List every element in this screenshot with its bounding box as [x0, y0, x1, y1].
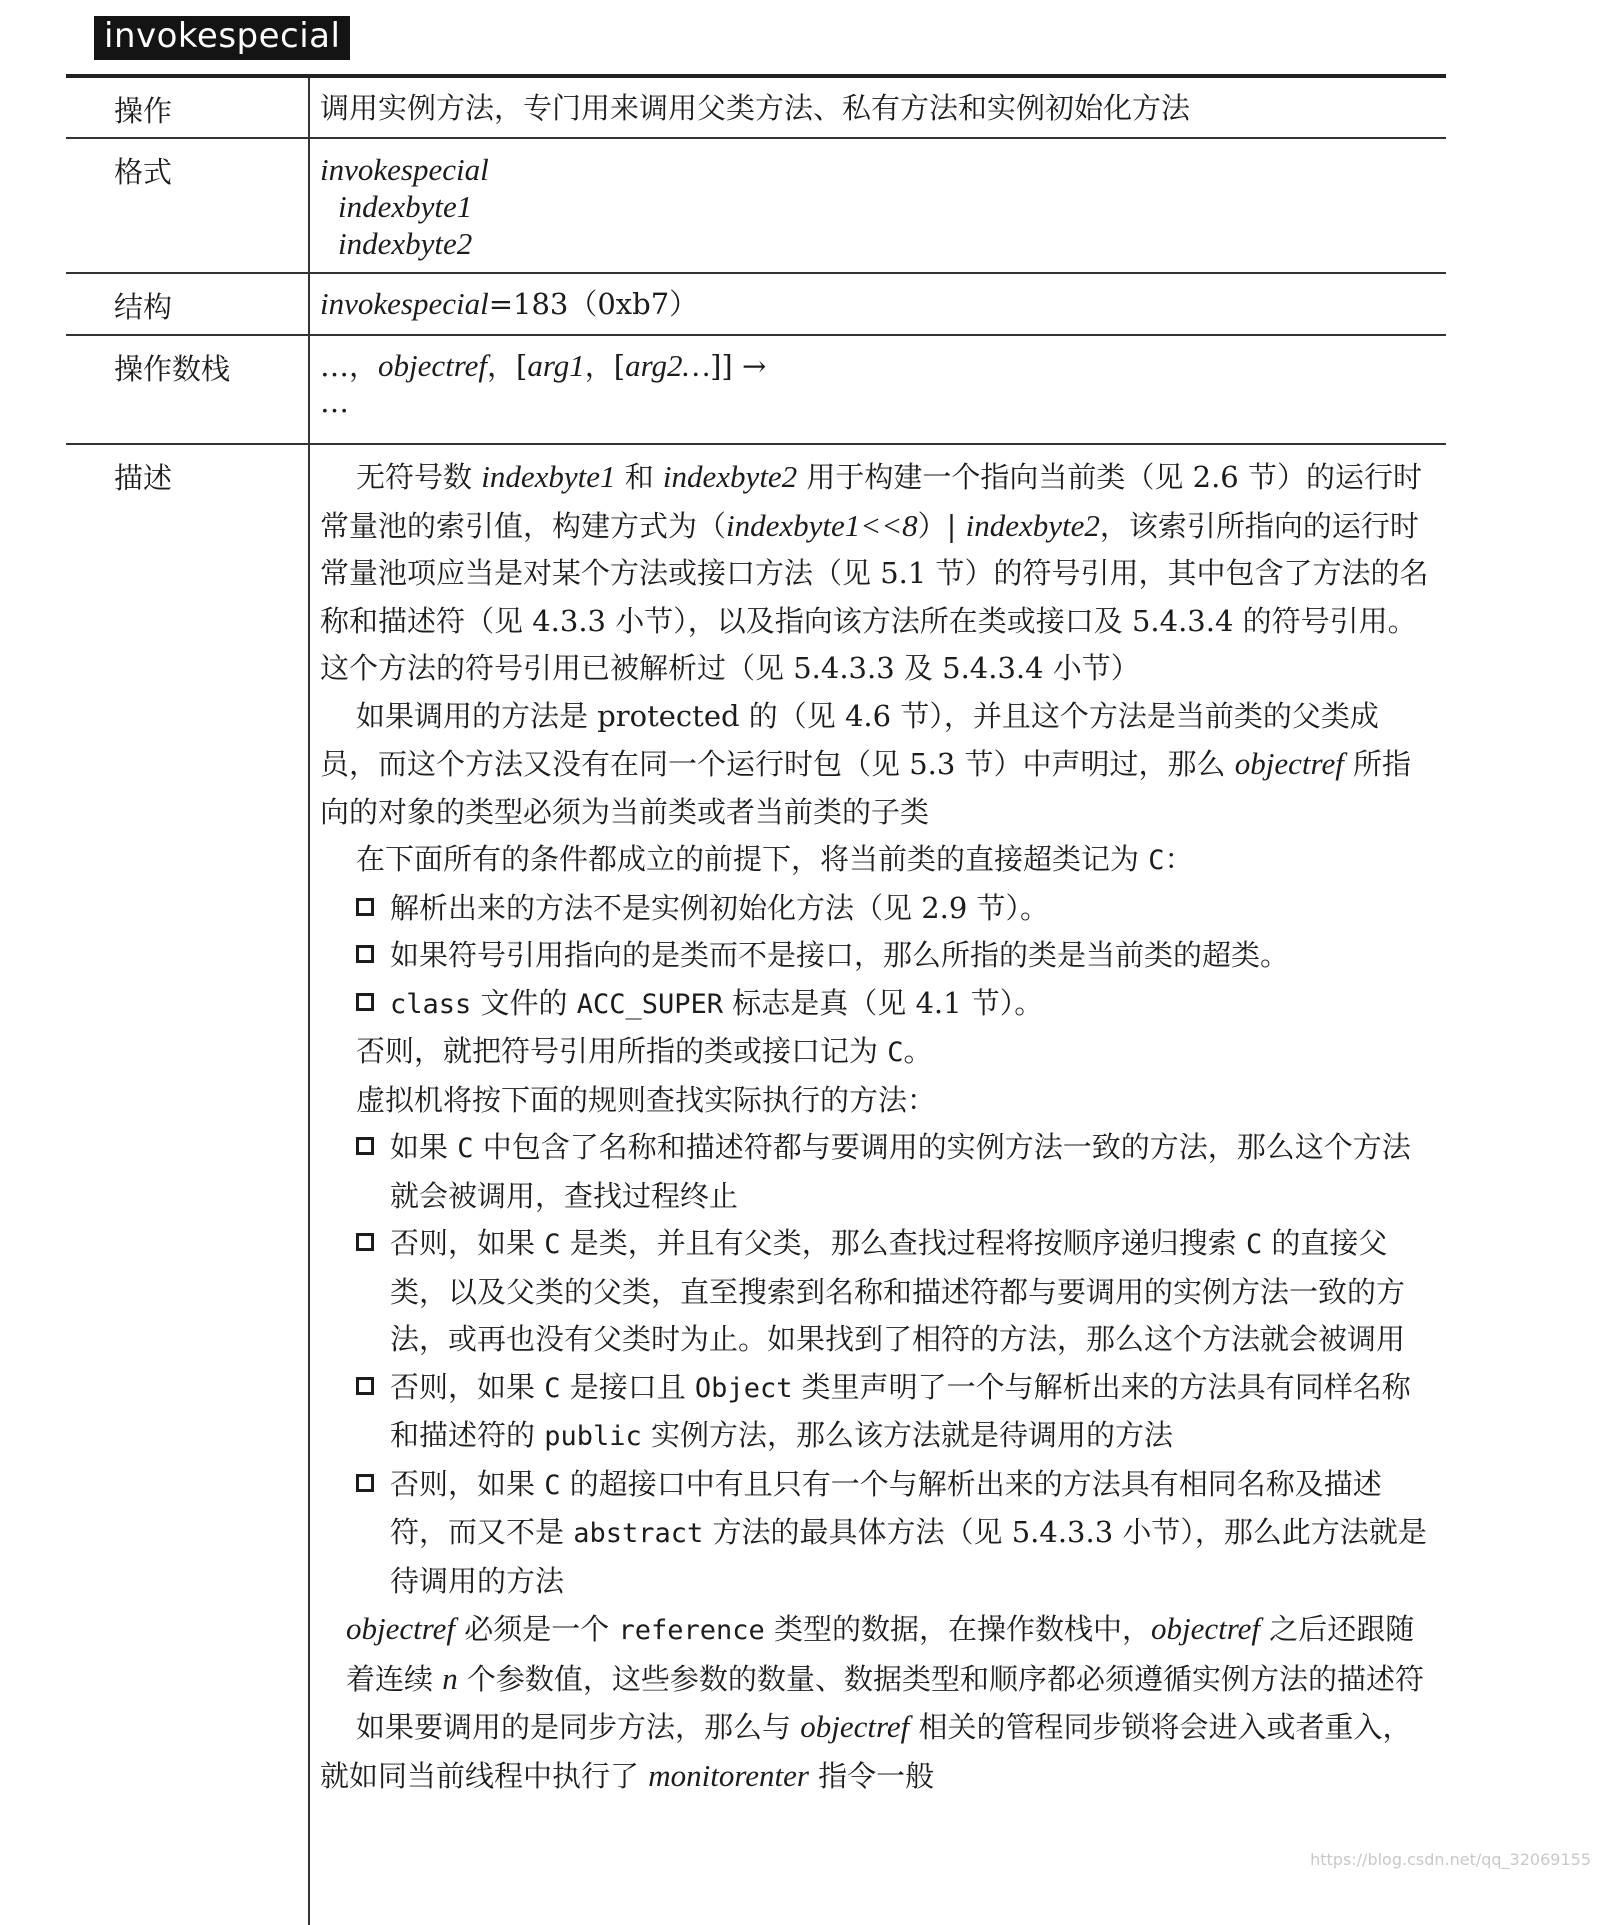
term: indexbyte2 [662, 459, 798, 494]
term: objectref [1151, 1611, 1261, 1646]
text: 否则，如果 [390, 1226, 545, 1260]
rule-text [390, 1461, 1436, 1606]
desc-paragraph [320, 1703, 1436, 1800]
text: 。 [903, 1034, 933, 1068]
code: ACC_SUPER [576, 988, 724, 1020]
stack-content [310, 336, 1446, 443]
text: 如果 [390, 1130, 458, 1164]
rule-item [320, 1364, 1436, 1461]
row-description [66, 445, 1446, 1925]
desc-paragraph: 虚拟机将按下面的规则查找实际执行的方法： [356, 1082, 937, 1117]
term: objectref [800, 1709, 910, 1744]
term: objectref [1234, 746, 1344, 781]
condition-text: 解析出来的方法不是实例初始化方法（见 2.9 节）。 [390, 890, 1050, 925]
term: indexbyte1 [481, 459, 616, 494]
text: 指令一般 [808, 1758, 935, 1793]
code: C [544, 1372, 561, 1404]
checkbox-square-icon [356, 1137, 374, 1155]
condition-item [320, 980, 1436, 1029]
text: 是类，并且有父类，那么查找过程将按顺序递归搜索 [560, 1226, 1246, 1260]
text: 个参数值，这些参数的数量、数据类型和顺序都必须遵循实例方法的描述符 [457, 1661, 1424, 1696]
text: 如果调用的方法是 protected 的（见 4.6 节），并且这个方法是当前类的父类成员，而这个方法又没有在同一个运行时包（见 5.3 节）中声明过，那么 [320, 698, 1379, 781]
text: 方法的最具体方法（见 5.4.3.3 小节），那么此方法就是待调用的方法 [390, 1515, 1427, 1598]
desc-paragraph [320, 453, 1436, 693]
structure-content [310, 274, 1446, 334]
text: 文件的 [471, 985, 577, 1020]
rule-item [320, 1124, 1436, 1220]
desc-paragraph [320, 693, 1436, 837]
format-content [310, 139, 1446, 272]
text: 所指向的对象的类型必须为当前类或者当前类的子类 [320, 747, 1412, 829]
code: C [1148, 845, 1165, 876]
opcode-name: invokespecial [320, 286, 489, 321]
stack-sep: ，[ [584, 349, 626, 383]
term: objectref [346, 1611, 456, 1646]
text: ： [1164, 842, 1194, 876]
description-content [310, 445, 1446, 1925]
stack-before [320, 348, 1436, 384]
code: C [544, 1469, 561, 1501]
code: C [457, 1133, 474, 1164]
watermark: https://blog.csdn.net/qq_32069155 [1310, 1850, 1591, 1869]
rule-item [320, 1220, 1436, 1364]
code: class [390, 988, 472, 1020]
checkbox-square-icon [356, 993, 374, 1011]
text: 和 [615, 460, 663, 494]
term: n [442, 1660, 458, 1696]
row-label: 描述 [66, 445, 310, 1925]
rule-text [390, 1124, 1436, 1220]
row-label: 操作 [66, 78, 310, 137]
code: Object [694, 1372, 793, 1404]
text: 否则，如果 [390, 1369, 545, 1404]
text: 的超接口中有且只有一个与解析出来的方法具有相同名称及描述符，而又不是 [390, 1466, 1382, 1549]
text: ，该索引所指向的运行时常量池项应当是对某个方法或接口方法（见 5.1 节）的符号引用，其中包含了方法的名称和描述符（见 4.3.3 小节），以及指向该方法所在类或接口及 5.4.3.4 的符号引用。这个方法的符号引用已被解析过（见 5.4.3.3 及 5.4.3.4 小节） [320, 508, 1429, 685]
operation-text: 调用实例方法，专门用来调用父类方法、私有方法和实例初始化方法 [320, 91, 1191, 125]
code: C [544, 1229, 561, 1260]
stack-objectref: objectref [378, 348, 488, 383]
text: 之后还跟随着连续 [346, 1612, 1415, 1696]
row-operation [66, 78, 1446, 139]
term: indexbyte2 [965, 507, 1100, 543]
condition-item [320, 932, 1436, 980]
text: 相关的管程同步锁将会进入或者重入，就如同当前线程中执行了 [320, 1710, 1412, 1793]
row-label: 操作数栈 [66, 336, 310, 443]
text: ）| [917, 508, 966, 543]
checkbox-square-icon [356, 1233, 374, 1251]
stack-arg2: arg2… [625, 348, 711, 383]
code: C [887, 1037, 904, 1068]
row-structure [66, 274, 1446, 336]
text: 中包含了名称和描述符都与要调用的实例方法一致的方法，那么这个方法就会被调用，查找过程终止 [390, 1130, 1411, 1213]
row-label: 结构 [66, 274, 310, 334]
text: 否则，就把符号引用所指的类或接口记为 [356, 1034, 888, 1068]
format-line: indexbyte2 [338, 226, 473, 261]
text: 类里声明了一个与解析出来的方法具有同样名称和描述符的 [390, 1369, 1411, 1452]
text: 在下面所有的条件都成立的前提下，将当前类的直接超类记为 [356, 842, 1149, 876]
rule-text [390, 1220, 1436, 1364]
condition-item [320, 885, 1436, 933]
desc-paragraph [320, 1028, 1436, 1077]
text: 否则，如果 [390, 1466, 545, 1501]
stack-suffix: ]] → [710, 349, 767, 383]
instruction-spec-table [66, 74, 1446, 1925]
checkbox-square-icon [356, 898, 374, 916]
desc-paragraph [320, 1605, 1436, 1703]
text: 的直接父类，以及父类的父类，直至搜索到名称和描述符都与要调用的实例方法一致的方法，或再也没有父类时为止。如果找到了相符的方法，那么这个方法就会被调用 [390, 1226, 1406, 1356]
code: abstract [573, 1518, 704, 1549]
text: 实例方法，那么该方法就是待调用的方法 [641, 1418, 1173, 1452]
rule-text [390, 1364, 1436, 1461]
text: 标志是真（见 4.1 节）。 [723, 985, 1044, 1020]
format-line: indexbyte1 [338, 189, 473, 224]
checkbox-square-icon [356, 945, 374, 963]
term: indexbyte1<<8 [726, 507, 918, 543]
instruction-title: invokespecial [94, 16, 350, 60]
code: reference [618, 1615, 765, 1646]
stack-sep: ，[ [487, 349, 528, 383]
text: 如果要调用的是同步方法，那么与 [356, 1710, 801, 1744]
stack-arg1: arg1 [527, 348, 585, 383]
text: 必须是一个 [455, 1612, 619, 1646]
code: public [544, 1421, 642, 1452]
checkbox-square-icon [356, 1377, 374, 1395]
code: C [1245, 1229, 1263, 1260]
desc-paragraph [320, 836, 1436, 885]
condition-text [390, 980, 1436, 1029]
rule-item [320, 1461, 1436, 1606]
text: 是接口且 [560, 1369, 695, 1404]
stack-prefix: …， [320, 349, 379, 383]
stack-after: … [320, 385, 349, 419]
row-operand-stack [66, 336, 1446, 445]
row-label: 格式 [66, 139, 310, 272]
checkbox-square-icon [356, 1474, 374, 1492]
row-format [66, 139, 1446, 274]
text: 用于构建一个指向当前类（见 2.6 节）的运行时常量池的索引值，构建方式为（ [320, 460, 1422, 543]
text: 类型的数据，在操作数栈中， [764, 1612, 1152, 1646]
format-line: invokespecial [320, 152, 489, 187]
condition-text: 如果符号引用指向的是类而不是接口，那么所指的类是当前类的超类。 [390, 938, 1290, 972]
term: monitorenter [648, 1757, 809, 1793]
text: 无符号数 [356, 460, 482, 494]
opcode-value: =183（0xb7） [488, 287, 699, 321]
